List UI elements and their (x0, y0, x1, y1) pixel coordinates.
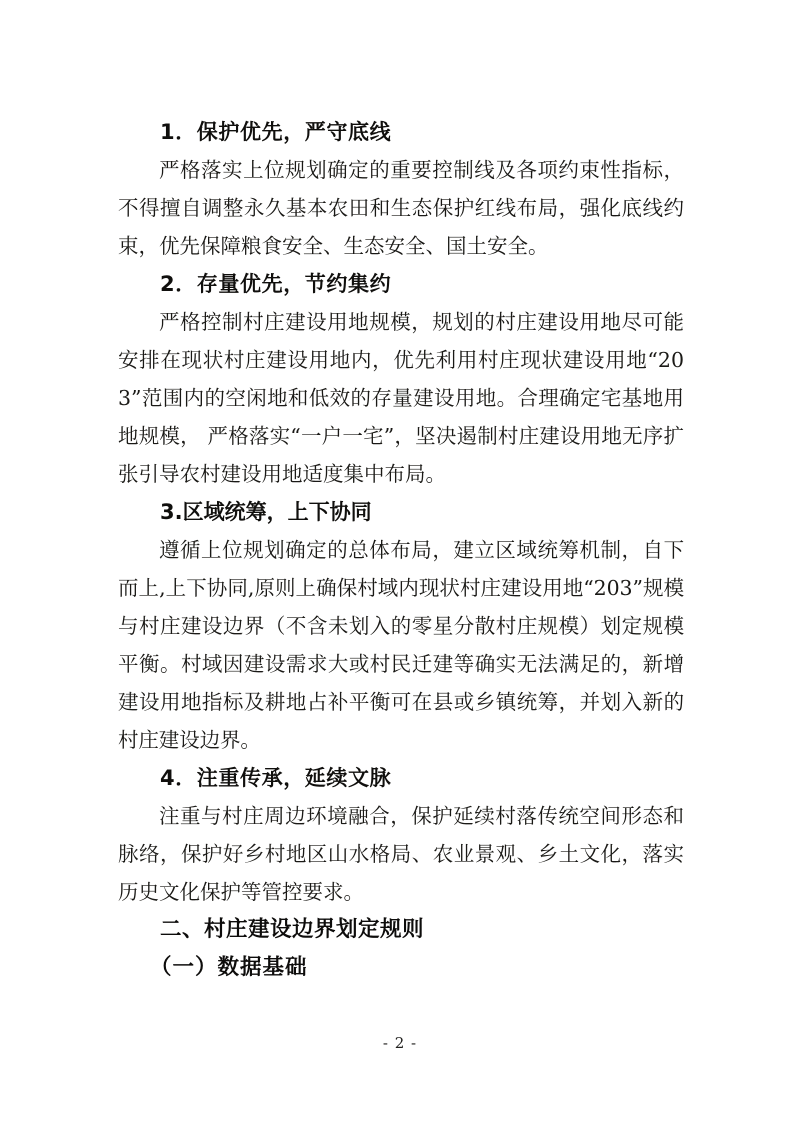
paragraph-4: 注重与村庄周边环境融合，保护延续村落传统空间形态和脉络，保护好乡村地区山水格局、农业景观、乡土文化，落实历史文化保护等管控要求。 (118, 804, 684, 904)
heading-1-protection-priority: 1．保护优先，严守底线 (160, 120, 392, 144)
paragraph-1: 严格落实上位规划确定的重要控制线及各项约束性指标，不得擅自调整永久基本农田和生态保护红线布局，强化底线约束，优先保障粮食安全、生态安全、国土安全。 (118, 158, 684, 258)
paragraph-3: 遵循上位规划确定的总体布局，建立区域统筹机制，自下而上,上下协同,原则上确保村域内现状村庄建设用地“203”规模与村庄建设边界（不含未划入的零星分散村庄规模）划定规模平衡。村域因建设需求大或村民迁建等确实无法满足的，新增建设用地指标及耕地占补平衡可在县或乡镇统筹，并划入新的村庄建设边界。 (118, 538, 684, 752)
heading-3-regional-coordination: 3.区域统筹，上下协同 (160, 500, 372, 524)
heading-2-stock-priority: 2．存量优先，节约集约 (160, 272, 392, 296)
document-body (118, 113, 684, 987)
heading-item-one-data-basis: （一）数据基础 (150, 955, 308, 980)
heading-4-heritage-continuity: 4．注重传承，延续文脉 (160, 766, 392, 790)
paragraph-2: 严格控制村庄建设用地规模，规划的村庄建设用地尽可能安排在现状村庄建设用地内，优先利用村庄现状建设用地“203”范围内的空闲地和低效的存量建设用地。合理确定宅基地用地规模， 严格落实“一户一宅”，坚决遏制村庄建设用地无序扩张引导农村建设用地适度集中布局。 (118, 310, 684, 486)
heading-section-two-village-boundary-rules: 二、村庄建设边界划定规则 (160, 917, 425, 942)
page-number: - 2 - (382, 1034, 418, 1052)
